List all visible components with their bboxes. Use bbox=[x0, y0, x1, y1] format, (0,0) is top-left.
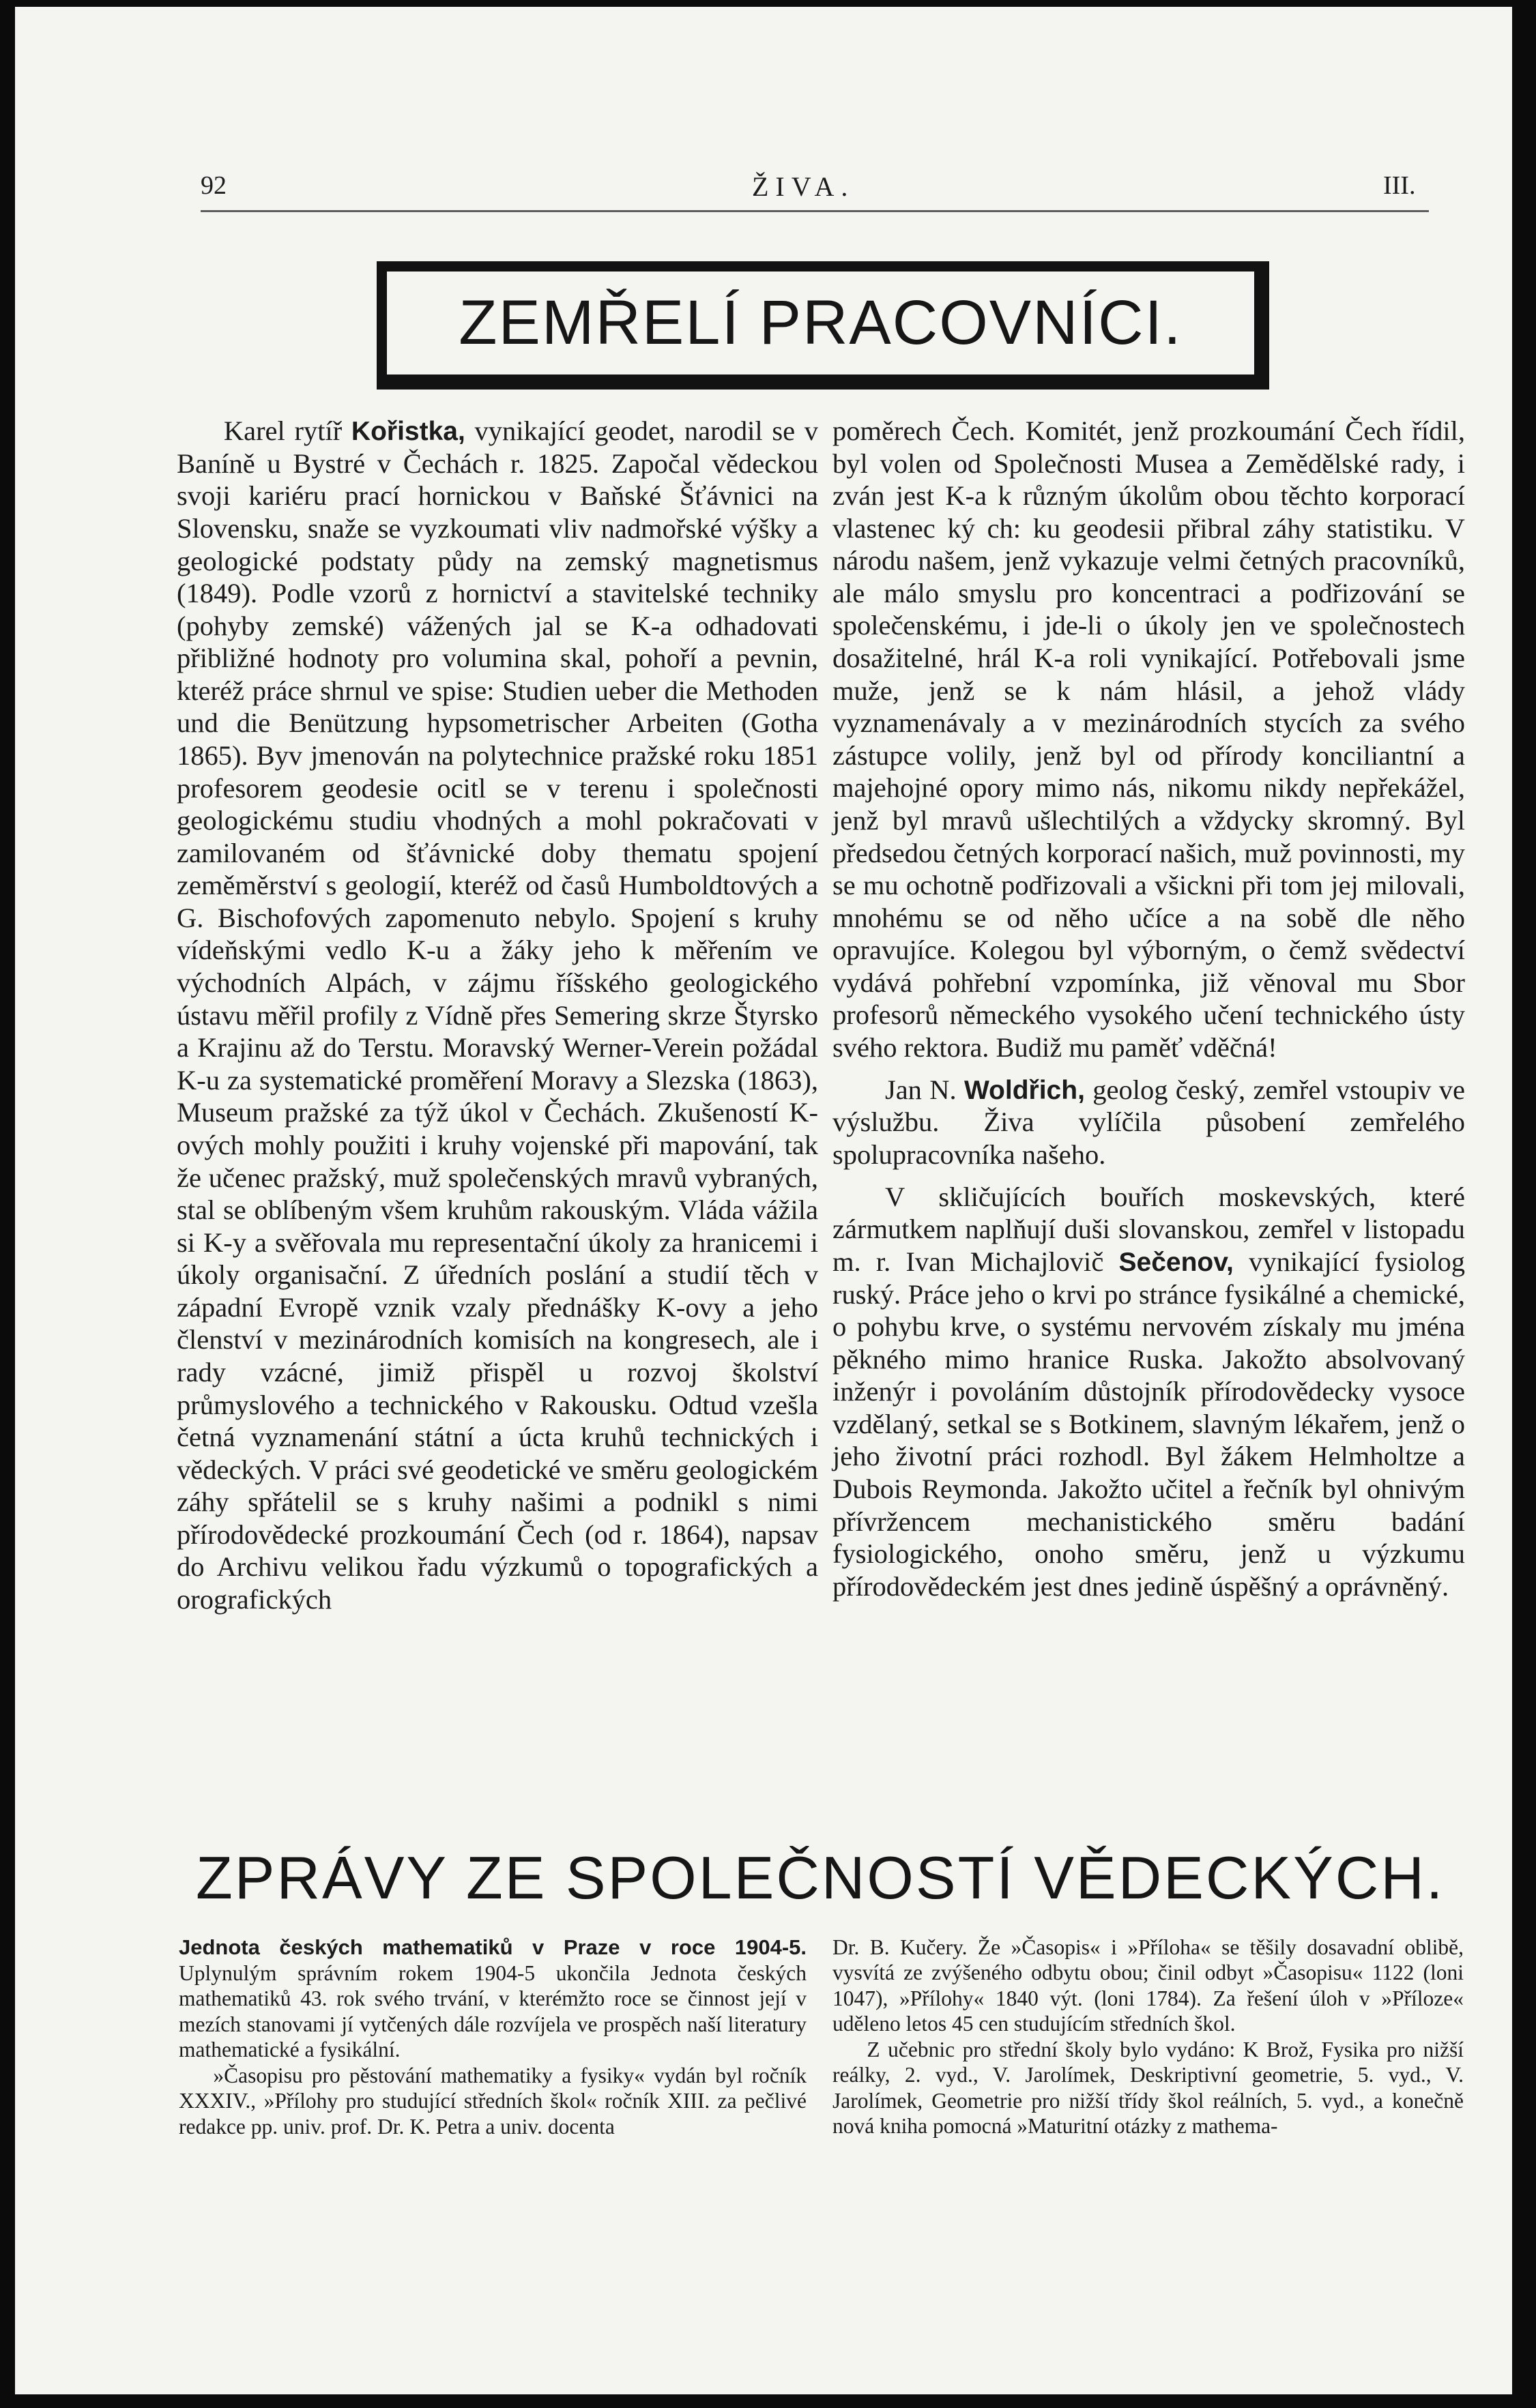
reports-left-p2: »Časopisu pro pěstování mathematiky a fysiky« vydán byl ročník XXXIV., »Přílohy pro studující středních škol« ročník XIII. za pečlivé redakce pp. univ. prof. Dr. K. Petra a univ. docenta bbox=[179, 2063, 807, 2139]
reports-column-right bbox=[832, 1935, 1464, 2139]
volume-number: III. bbox=[1383, 171, 1416, 200]
obituaries-title: ZEMŘELÍ PRACOVNÍCI. bbox=[459, 288, 1183, 357]
reports-right-p1: Dr. B. Kučery. Že »Časopis« i »Příloha« se těšily dosavadní oblibě, vysvítá ze zvýšeného odbytu obou; činil odbyt »Časopisu« 1122 (loni 1047), »Přílohy« 1840 výt. (loni 1784). Za řešení úloh v »Příloze« uděleno letos 45 cen studujícím středních škol. bbox=[832, 1935, 1464, 2036]
reports-column-left bbox=[179, 1935, 807, 2139]
woldrich-paragraph bbox=[832, 1074, 1465, 1171]
woldrich-intro: Jan N. bbox=[884, 1074, 957, 1105]
secenov-text: vynikající fysiolog ruský. Práce jeho o krvi po stránce fysikálné a chemické, o pohybu krve, o systému nervovém získaly mu jména pěkného mimo hranice Ruska. Jakožto absolvovaný inženýr i povoláním důstojník přírodovědecky vysoce vzdělaný, setkal se s Botkinem, slavným lékařem, jenž o jeho životní práci rozhodl. Byl žákem Helmholtze a Dubois Reymonda. Jakožto učitel a řečník byl ohnivým přívržencem mechanistického směru badání fysiologického, onoho směru, jenž u výzkumu přírodovědeckém jest dnes jedině úspěšný a oprávněný. bbox=[832, 1246, 1466, 1602]
header-rule bbox=[201, 210, 1429, 212]
obituaries-title-box bbox=[377, 261, 1269, 390]
reports-lead-paragraph bbox=[179, 1935, 807, 2063]
koristka-name: Kořistka, bbox=[351, 417, 465, 446]
secenov-name: Sečenov, bbox=[1118, 1247, 1234, 1277]
obituary-column-left bbox=[177, 415, 818, 1616]
koristka-intro: Karel rytíř bbox=[223, 415, 343, 446]
obituary-column-right bbox=[832, 415, 1465, 1602]
reports-left-p1: Uplynulým správním rokem 1904-5 ukončila Jednota českých mathematiků 43. rok svého trvání, v kterémžto roce se činnost její v mezích stanovami jí vytčených dále rozvíjela ve prospěch naší literatury mathematické a fysikální. bbox=[179, 1961, 807, 2062]
woldrich-name: Woldřich, bbox=[963, 1075, 1085, 1105]
reports-title: ZPRÁVY ZE SPOLEČNOSTÍ VĚDECKÝCH. bbox=[196, 1844, 1445, 1911]
woldrich-text: geolog český, zemřel vstoupiv ve výslužbu. Živa vylíčila působení zemřelého spolupracovníka našeho. bbox=[832, 1074, 1465, 1170]
page-number: 92 bbox=[201, 171, 227, 200]
koristka-continuation bbox=[832, 415, 1465, 1064]
koristka-text-left: vynikající geodet, narodil se v Baníně u Bystré v Čechách r. 1825. Započal vědeckou svoji kariéru prací hornickou v Baňské Šťávnici na Slovensku, snaže se vyzkoumati vliv nadmořské výšky a geologické podstaty půdy na zemský magnetismus (1849). Podle vzorů z hornictví a stavitelské techniky (pohyby zemské) vážených jal se K-a odhadovati přibližné hodnoty pro volumina skal, pohoří a pevnin, kteréž práce shrnul ve spise: Studien ueber die Methoden und die Benützung hypsometrischer Arbeiten (Gotha 1865). Byv jmenován na polytechnice pražské roku 1851 profesorem geodesie ocitl se v terenu i společnosti geologickému studiu vhodných a mohl pokračovati v zamilovaném od šťávnické doby thematu spojení zeměměrství s geologií, kteréž od časů Humboldtových a G. Bischofových zapomenuto nebylo. Spojení s kruhy vídeňskými vedlo K-u a žáky jeho k měřením ve východních Alpách, v zájmu říšského geologického ústavu měřil profily z Vídně přes Semering skrze Štyrsko a Krajinu až do Terstu. Moravský Werner-Verein požádal K-u za systematické proměření Moravy a Slezska (1863), Museum pražské za týž úkol v Čechách. Zkušeností K-ových mohly použiti i kruhy vojenské při mapování, tak že učenec pražský, muž společenských mravů vybraných, stal se oblíbeným všem kruhům rakouským. Vláda vážila si K-y a svěřovala mu representační úkoly za hranicemi i úkoly organisační. Z úředních poslání a studií těch v západní Evropě vznik vzaly přednášky K-ovy a jeho členství v mezinárodních komisích na kongresech, ale i rady vzácné, jimiž přispěl u rozvoj školství průmyslového a technického v Rakousku. Odtud vzešla četná vyznamenání státní a úcta kruhů technických i vědeckých. V práci své geodetické ve směru geologickém záhy spřátelil se s kruhy našimi a podnikl s nimi přírodovědecké prozkoumání Čech (od r. 1864), napsav do Archivu velikou řadu výzkumů o topografických a orografických bbox=[177, 415, 819, 1615]
koristka-text-right: poměrech Čech. Komitét, jenž prozkoumání Čech řídil, byl volen od Společnosti Musea a Zemědělské rady, i zván jest K-a k různým úkolům obou těchto korporací vlastenec ký ch: ku geodesii přibral záhy statistiku. V národu našem, jenž vykazuje velmi četných pracovníků, ale málo smyslu pro koncentraci a podřizování se společenskému, i jde-li o úkoly jen ve společnostech dosažitelné, hrál K-a roli vynikající. Potřebovali jsme muže, jenž se k nám hlásil, a jehož vlády vyznamenávaly a v mezinárodních stycích za svého zástupce volily, jenž byl od přírody konciliantní a majehojné opory mimo nás, nikomu nikdy nepřekážel, jenž byl mravů ušlechtilých a vždycky skromný. Byl předsedou četných korporací našich, muž povinnosti, my se mu ochotně podřizovali a všickni při tom jej milovali, mnohému se od něho učíce a na sobě dle něho opravujíce. Kolegou byl výborným, o čemž svědectví vydává pohřební vzpomínka, již věnoval mu Sbor profesorů německého vysokého učení technického ústy svého rektora. Budiž mu paměť vděčná! bbox=[832, 415, 1465, 1063]
secenov-paragraph bbox=[832, 1181, 1465, 1603]
secenov-intro: V skličujících bouřích moskevských, které zármutkem naplňují duši slovanskou, zemřel v listopadu m. r. Ivan Michajlovič bbox=[832, 1181, 1465, 1277]
journal-page bbox=[15, 7, 1512, 2394]
reports-right-p2: Z učebnic pro střední školy bylo vydáno: K Brož, Fysika pro nižší reálky, 2. vyd., V. Jarolímek, Deskriptivní geometrie, 5. vyd., V. Jarolímek, Geometrie pro nižší třídy škol reálních, 5. vyd., a konečně nová kniha pomocná »Maturitní otázky z mathema- bbox=[832, 2037, 1464, 2139]
koristka-paragraph bbox=[177, 415, 818, 1616]
reports-lead-heading: Jednota českých mathematiků v Praze v roce 1904-5. bbox=[179, 1935, 807, 1959]
journal-title: ŽIVA. bbox=[752, 171, 855, 202]
